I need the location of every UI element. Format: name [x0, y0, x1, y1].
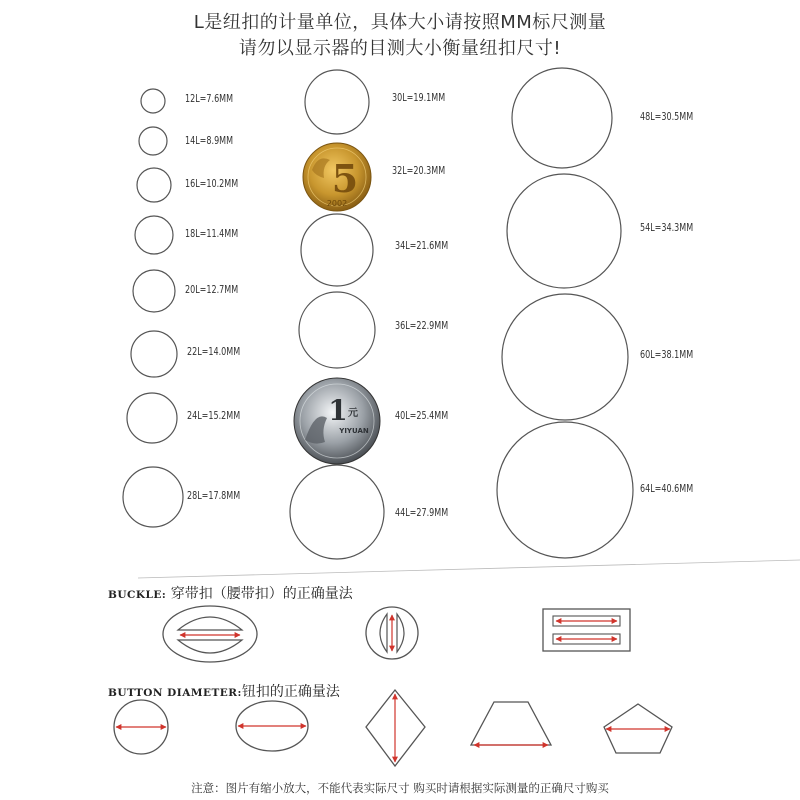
diameter-diamond-diagram	[366, 690, 425, 766]
size-label-14l: 14L=8.9MM	[185, 135, 234, 147]
size-circle-24l	[127, 393, 177, 443]
buckle-round-diagram	[366, 607, 418, 659]
coin-1-digit: 1	[328, 394, 348, 427]
button-diameter-title-en: BUTTON DIAMETER:	[108, 687, 242, 699]
coin-1-yuan	[294, 378, 380, 464]
coin-5-jiao	[303, 143, 371, 211]
size-circle-34l	[301, 214, 373, 286]
size-circle-60l	[502, 294, 628, 420]
size-circle-64l	[497, 422, 633, 558]
size-label-44l: 44L=27.9MM	[395, 507, 449, 519]
diameter-trapezoid-diagram	[471, 702, 551, 745]
button-diameter-section-title	[108, 681, 340, 701]
size-label-40l: 40L=25.4MM	[395, 410, 449, 422]
size-circle-22l	[131, 331, 177, 377]
size-label-22l: 22L=14.0MM	[187, 346, 241, 358]
size-label-54l: 54L=34.3MM	[640, 222, 694, 234]
buckle-rectangle-diagram	[543, 609, 630, 651]
size-label-60l: 60L=38.1MM	[640, 349, 694, 361]
size-label-24l: 24L=15.2MM	[187, 410, 241, 422]
diameter-pentagon-diagram	[604, 704, 672, 753]
size-label-18l: 18L=11.4MM	[185, 228, 239, 240]
size-label-36l: 36L=22.9MM	[395, 320, 449, 332]
coin-1-pinyin: YIYUAN	[339, 427, 369, 435]
button-diameter-title-cn: 钮扣的正确量法	[241, 684, 340, 700]
header-line-1: L是纽扣的计量单位，具体大小请按照MM标尺测量	[193, 12, 607, 33]
buckle-title-en: BUCKLE:	[108, 589, 167, 601]
size-label-32l: 32L=20.3MM	[392, 165, 446, 177]
size-circle-36l	[299, 292, 375, 368]
size-label-48l: 48L=30.5MM	[640, 111, 694, 123]
section-divider	[138, 560, 800, 578]
size-label-64l: 64L=40.6MM	[640, 483, 694, 495]
header-line-2: 请勿以显示器的目测大小衡量纽扣尺寸!	[238, 38, 562, 59]
size-label-34l: 34L=21.6MM	[395, 240, 449, 252]
buckle-oval-diagram	[163, 606, 257, 662]
size-label-28l: 28L=17.8MM	[187, 490, 241, 502]
buckle-title-cn: 穿带扣（腰带扣）的正确量法	[170, 586, 353, 602]
size-circle-48l	[512, 68, 612, 168]
buckle-section-title	[108, 583, 353, 603]
size-label-12l: 12L=7.6MM	[185, 93, 234, 105]
size-label-20l: 20L=12.7MM	[185, 284, 239, 296]
size-circle-44l	[290, 465, 384, 559]
coin-5-year: 2002	[326, 199, 348, 208]
coin-1-unit: 元	[348, 408, 358, 419]
size-circle-18l	[135, 216, 173, 254]
diameter-circle-diagram	[114, 700, 168, 754]
coin-5-digit: 5	[331, 156, 359, 201]
size-circle-28l	[123, 467, 183, 527]
size-circle-14l	[139, 127, 167, 155]
size-circle-16l	[137, 168, 171, 202]
footer-note: 注意：图片有缩小放大，不能代表实际尺寸 购买时请根据实际测量的正确尺寸购买	[191, 781, 609, 795]
size-label-30l: 30L=19.1MM	[392, 92, 446, 104]
size-label-16l: 16L=10.2MM	[185, 178, 239, 190]
size-circle-12l	[141, 89, 165, 113]
diameter-ellipse-diagram	[236, 701, 308, 751]
size-circle-30l	[305, 70, 369, 134]
size-circle-54l	[507, 174, 621, 288]
size-circle-20l	[133, 270, 175, 312]
